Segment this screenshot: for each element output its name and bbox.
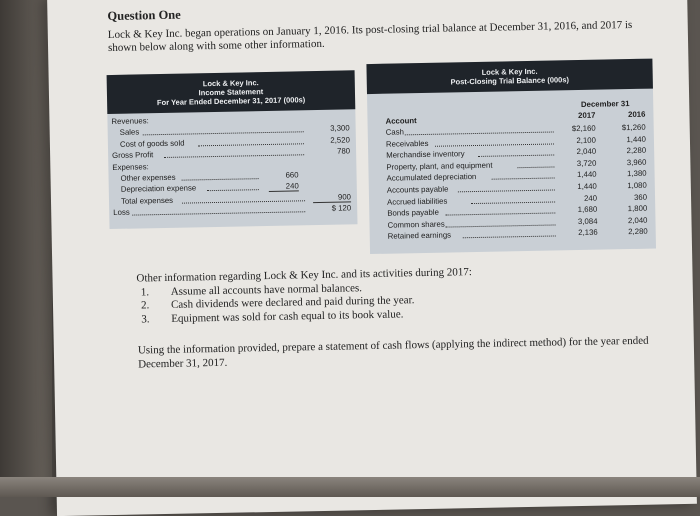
leader-dots [445,212,555,216]
leader-dots [198,142,304,146]
is-row-label: Expenses: [112,161,149,172]
item-text: Equipment was sold for cash equal to its book value. [171,307,404,325]
year-heading-2017: 2017 [578,110,596,121]
tb-amount-2017: 1,680 [577,204,598,215]
leader-dots [435,142,554,146]
leader-dots [458,188,555,192]
leader-dots [517,165,554,168]
tb-amount-2016: 2,280 [628,227,648,237]
tb-amount-2017: 1,440 [576,170,597,180]
tb-amount-2017: 1,440 [577,181,597,192]
tb-row-label: Retained earnings [387,230,452,242]
item-number: 3. [141,312,150,325]
tb-amount-2017: 3,084 [577,216,598,226]
tb-amount-2017: 2,100 [576,135,597,145]
is-amount: $ 120 [331,203,352,213]
tb-amount-2016: 1,440 [626,134,647,144]
item-number: 2. [140,299,150,312]
is-amount: 3,300 [330,123,350,134]
worksheet-paper [47,0,697,516]
is-row-label: Total expenses [120,195,174,206]
is-expense-amount: 660 [285,170,299,180]
item-number: 1. [140,285,150,298]
leader-dots [492,177,555,180]
tb-amount-2017: 240 [583,193,598,203]
bs-statement-name: Post-Closing Trial Balance (000s) [450,75,570,87]
year-heading-2016: 2016 [628,109,646,120]
is-row-label: Cost of goods sold [119,138,185,149]
tb-amount-2016: 1,080 [627,180,647,191]
tb-amount-2016: 2,280 [626,145,647,156]
is-amount: 900 [313,192,351,203]
is-row-label: Other expenses [120,172,176,183]
is-statement-name: Income Statement [198,87,264,98]
tb-amount-2017: $2,160 [571,123,596,134]
tb-amount-2016: 1,380 [626,169,647,179]
tb-row-label: Receivables [385,138,429,149]
intro-paragraph: Lock & Key Inc. began operations on January 1, 2016. Its post-closing trial balance at December 31, 2016, and 2017 is shown below along with some other information. [107,18,633,55]
tb-row-label: Accounts payable [386,184,449,195]
leader-dots [445,223,555,227]
instruction-paragraph: Using the information provided, prepare a statement of cash flows (applying the indirect method) for the year ended December 31, 2017. [137,334,649,371]
is-row-label: Sales [119,127,140,138]
is-row-label: Gross Profit [112,150,154,161]
date-heading: December 31 [580,99,630,109]
tb-row-label: Cash [385,127,405,137]
income-statement-header [107,70,356,114]
tb-amount-2016: 360 [633,192,648,202]
account-heading: Account [385,116,417,126]
is-period: For Year Ended December 31, 2017 (000s) [156,95,306,108]
is-amount: 2,520 [330,135,350,145]
tb-amount-2016: 1,800 [627,203,648,214]
leader-dots [471,200,555,204]
other-info-heading: Other information regarding Lock & Key Inc. and its activities during 2017: [136,266,472,285]
background-edge [0,0,52,497]
leader-dots [463,235,556,239]
tb-row-label: Merchandise inventory [386,149,465,160]
is-expense-amount: 240 [269,182,299,193]
is-amount: 780 [336,146,351,156]
tb-amount-2016: 3,960 [626,157,647,167]
background-bottom [0,477,700,497]
trial-balance-panel [366,59,656,254]
leader-dots [207,189,259,192]
is-row-label: Loss [113,207,130,218]
leader-dots [478,154,554,157]
tb-amount-2017: 2,040 [576,146,597,157]
trial-balance-header [366,59,653,94]
leader-dots [132,210,305,215]
tb-row-label: Accrued liabilities [386,196,448,207]
question-title: Question One [107,7,181,24]
leader-dots [405,130,554,135]
tb-amount-2017: 2,136 [578,228,598,238]
leader-dots [181,177,258,180]
tb-row-label: Property, plant, and equipment [386,160,493,172]
item-text: Cash dividends were declared and paid during the year. [170,294,415,311]
is-row-label: Revenues: [111,116,149,126]
bs-company-name: Lock & Key Inc. [481,66,538,77]
tb-row-label: Accumulated depreciation [386,172,477,184]
item-text: Assume all accounts have normal balances. [170,281,363,298]
tb-amount-2017: 3,720 [576,158,597,168]
tb-amount-2016: 2,040 [627,215,648,225]
is-row-label: Depreciation expense [120,183,197,195]
tb-row-label: Common shares [387,219,445,230]
other-information [136,263,657,327]
tb-row-label: Bonds payable [387,207,439,218]
leader-dots [165,153,305,158]
leader-dots [143,131,304,136]
is-company-name: Lock & Key Inc. [202,78,259,89]
income-statement-panel [107,70,358,229]
leader-dots [182,199,305,203]
tb-amount-2016: $1,260 [621,122,646,133]
